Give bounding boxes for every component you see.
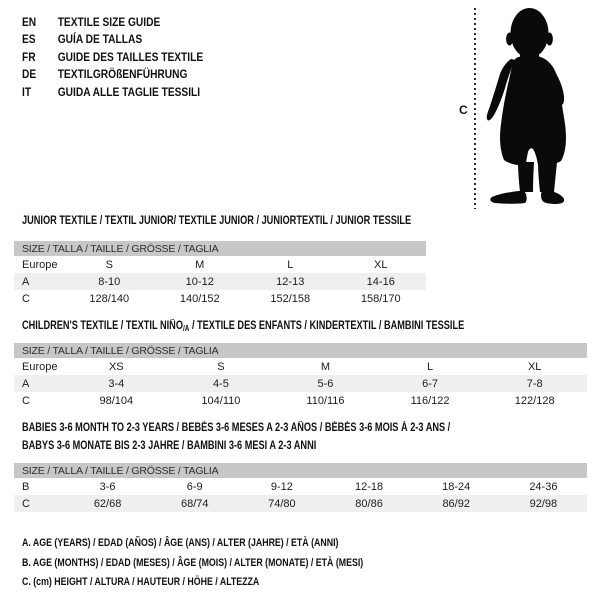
- size-cell: 5-6: [273, 375, 378, 392]
- size-header-bar: SIZE / TALLA / TAILLE / GRÖSSE / TAGLIA: [14, 343, 587, 358]
- toddler-silhouette-icon: [480, 0, 600, 215]
- language-label: TEXTILGRÖßENFÜHRUNG: [57, 67, 188, 82]
- size-cell: 6-7: [378, 375, 483, 392]
- size-cell: 3-4: [64, 375, 169, 392]
- language-code: ES: [22, 32, 36, 47]
- table-row: [14, 273, 426, 290]
- size-cell: S: [217, 360, 225, 373]
- size-cell: 98/104: [99, 394, 134, 407]
- junior-table-title: [22, 215, 508, 227]
- size-cell: 8-10: [64, 273, 155, 290]
- language-code: DE: [22, 67, 37, 82]
- footnote-line: A. AGE (YEARS) / EDAD (AÑOS) / ÂGE (ANS) / ALTER (JAHRE) / ETÀ (ANNI): [22, 537, 339, 549]
- size-cell: 104/110: [201, 394, 241, 407]
- row-label-cell: C: [22, 292, 30, 305]
- language-label: GUIDE DES TAILLES TEXTILE: [57, 49, 204, 64]
- size-cell: M: [195, 258, 205, 271]
- language-label: GUÍA DE TALLAS: [57, 32, 143, 47]
- size-cell: 12-13: [245, 273, 336, 290]
- table-row: [14, 290, 426, 307]
- size-cell: 18-24: [442, 480, 471, 493]
- size-cell: 10-12: [155, 273, 246, 290]
- size-cell: S: [105, 258, 113, 271]
- junior-size-table: [14, 241, 426, 307]
- size-cell: 128/140: [89, 292, 130, 305]
- language-row: [22, 66, 203, 84]
- language-row: [22, 13, 203, 31]
- children-table-title-sub: /A: [182, 324, 190, 333]
- size-header-row: [14, 241, 426, 256]
- size-cell: XL: [374, 258, 388, 271]
- language-row: [22, 48, 203, 66]
- left-foot: [490, 191, 526, 204]
- table-row: [14, 392, 587, 409]
- size-cell: 86/92: [413, 495, 500, 512]
- height-marker-label: C: [459, 103, 468, 117]
- language-label: GUIDA ALLE TAGLIE TESSILI: [57, 84, 201, 99]
- row-label-cell: Europe: [22, 258, 58, 271]
- babies-table-title: [22, 422, 557, 458]
- right-foot: [541, 191, 564, 204]
- table-row: [14, 358, 587, 375]
- size-cell: 110/116: [306, 394, 345, 407]
- size-cell: 152/158: [270, 292, 311, 305]
- children-table-title-main: CHILDREN'S TEXTILE / TEXTIL NIÑO: [22, 320, 183, 332]
- size-cell: 80/86: [325, 495, 412, 512]
- right-ear: [546, 33, 553, 46]
- language-row: [22, 31, 203, 49]
- row-label-cell: Europe: [22, 360, 58, 373]
- left-leg: [518, 162, 534, 192]
- children-size-table: [14, 343, 587, 409]
- size-header-row: [14, 343, 587, 358]
- size-cell: 140/152: [179, 292, 220, 305]
- size-cell: L: [287, 258, 294, 271]
- size-cell: 158/170: [360, 292, 401, 305]
- language-guide-list: [22, 13, 235, 101]
- size-cell: 92/98: [500, 495, 587, 512]
- size-cell: 122/128: [514, 394, 555, 407]
- children-table-title-text: [22, 320, 464, 333]
- size-cell: 116/122: [410, 394, 450, 407]
- babies-table-title-line2: BABYS 3-6 MONATE BIS 2-3 JAHRE / BAMBINI 3-6 MESI A 2-3 ANNI: [22, 440, 317, 452]
- language-row: [22, 83, 203, 101]
- left-ear: [506, 33, 513, 46]
- size-cell: XS: [108, 360, 124, 373]
- size-cell: XL: [527, 360, 542, 373]
- table-row: [14, 495, 587, 512]
- size-cell: 7-8: [482, 375, 587, 392]
- language-code: EN: [22, 14, 37, 29]
- table-row: [14, 478, 587, 495]
- language-code: IT: [22, 84, 32, 99]
- size-cell: 24-36: [529, 480, 558, 493]
- size-cell: 3-6: [99, 480, 116, 493]
- children-table-title-rest: / TEXTILE DES ENFANTS / KINDERTEXTIL / BAMBINI TESSILE: [189, 320, 465, 332]
- size-header-bar: SIZE / TALLA / TAILLE / GRÖSSE / TAGLIA: [14, 241, 426, 256]
- height-dotted-line: [474, 8, 476, 209]
- footnotes: [22, 537, 449, 596]
- row-label-cell: B: [22, 480, 30, 493]
- size-cell: 6-9: [186, 480, 203, 493]
- children-table-title: [22, 320, 575, 333]
- table-row: [14, 256, 426, 273]
- size-cell: 14-16: [336, 273, 427, 290]
- row-label-cell: C: [22, 394, 30, 407]
- size-cell: 74/80: [238, 495, 325, 512]
- row-label-cell: A: [14, 273, 64, 290]
- footnote-line: B. AGE (MONTHS) / EDAD (MESES) / ÂGE (MOIS) / ALTER (MONATE) / ETÀ (MESI): [22, 556, 364, 569]
- size-cell: 9-12: [270, 480, 293, 493]
- size-header-row: [14, 463, 587, 478]
- size-header-bar: SIZE / TALLA / TAILLE / GRÖSSE / TAGLIA: [14, 463, 587, 478]
- language-code: FR: [22, 49, 36, 64]
- babies-table-title-line1: BABIES 3-6 MONTH TO 2-3 YEARS / BEBÉS 3-6 MESES A 2-3 AÑOS / BÉBÉS 3-6 MOIS À 2-3 ANS /: [22, 422, 451, 434]
- size-cell: M: [320, 360, 331, 373]
- footnote-line: C. (cm) HEIGHT / ALTURA / HAUTEUR / HÖHE / ALTEZZA: [22, 576, 260, 588]
- size-cell: L: [427, 360, 434, 373]
- language-label: TEXTILE SIZE GUIDE: [57, 14, 161, 29]
- size-cell: 68/74: [151, 495, 238, 512]
- table-row: [14, 375, 587, 392]
- babies-size-table: [14, 463, 587, 512]
- size-cell: 62/68: [64, 495, 151, 512]
- row-label-cell: A: [14, 375, 64, 392]
- junior-table-title-text: JUNIOR TEXTILE / TEXTIL JUNIOR/ TEXTILE JUNIOR / JUNIORTEXTIL / JUNIOR TESSILE: [22, 215, 412, 227]
- row-label-cell: C: [14, 495, 64, 512]
- right-leg: [538, 162, 557, 192]
- size-cell: 12-18: [354, 480, 384, 493]
- size-cell: 4-5: [169, 375, 274, 392]
